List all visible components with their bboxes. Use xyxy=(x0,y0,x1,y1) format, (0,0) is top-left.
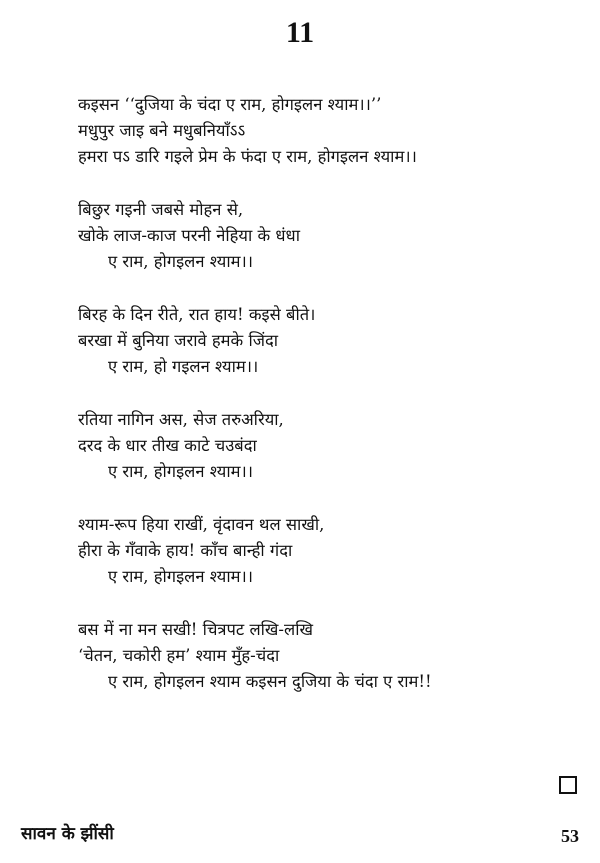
footer-book-title: सावन के झींसी xyxy=(21,824,114,844)
poem-line: श्याम-रूप हिया राखीं, वृंदावन थल साखी, xyxy=(78,515,325,534)
poem-line: खोके लाज-काज परनी नेहिया के धंधा xyxy=(78,226,300,245)
poem-line: मधुपुर जाइ बने मधुबनियाँऽऽ xyxy=(78,121,246,140)
poem-line: दरद के धार तीख काटे चउबंदा xyxy=(78,436,257,455)
poem-body xyxy=(78,92,578,722)
poem-refrain: ए राम, होगइलन श्याम।। xyxy=(108,252,253,271)
end-of-poem-square-icon xyxy=(559,776,577,794)
poem-refrain: ए राम, होगइलन श्याम।। xyxy=(108,462,253,481)
stanza xyxy=(78,512,578,590)
poem-line: ‘चेतन, चकोरी हम’ श्याम मुँह-चंदा xyxy=(78,646,280,665)
poem-refrain: ए राम, हो गइलन श्याम।। xyxy=(108,357,259,376)
poem-line: बस में ना मन सखी! चित्रपट लखि-लखि xyxy=(78,620,313,639)
poem-refrain: ए राम, होगइलन श्याम।। xyxy=(108,567,253,586)
stanza xyxy=(78,407,578,485)
poem-line: हमरा पऽ डारि गइले प्रेम के फंदा ए राम, होगइलन श्याम।। xyxy=(78,147,417,166)
stanza xyxy=(78,92,578,170)
poem-line: बिरह के दिन रीते, रात हाय! कइसे बीते। xyxy=(78,305,316,324)
poem-line: हीरा के गँवाके हाय! काँच बान्ही गंदा xyxy=(78,541,293,560)
poem-line: बरखा में बुनिया जरावे हमके जिंदा xyxy=(78,331,279,350)
poem-line: कइसन ‘‘दुजिया के चंदा ए राम, होगइलन श्याम।।’’ xyxy=(78,95,382,114)
stanza xyxy=(78,617,578,695)
stanza xyxy=(78,197,578,275)
footer-page-number: 53 xyxy=(561,826,579,846)
poem-refrain: ए राम, होगइलन श्याम कइसन दुजिया के चंदा ए राम!! xyxy=(108,672,432,691)
stanza xyxy=(78,302,578,380)
poem-line: रतिया नागिन अस, सेज तरुअरिया, xyxy=(78,410,284,429)
song-number: 11 xyxy=(285,16,315,49)
poem-line: बिछुर गइनी जबसे मोहन से, xyxy=(78,200,244,219)
